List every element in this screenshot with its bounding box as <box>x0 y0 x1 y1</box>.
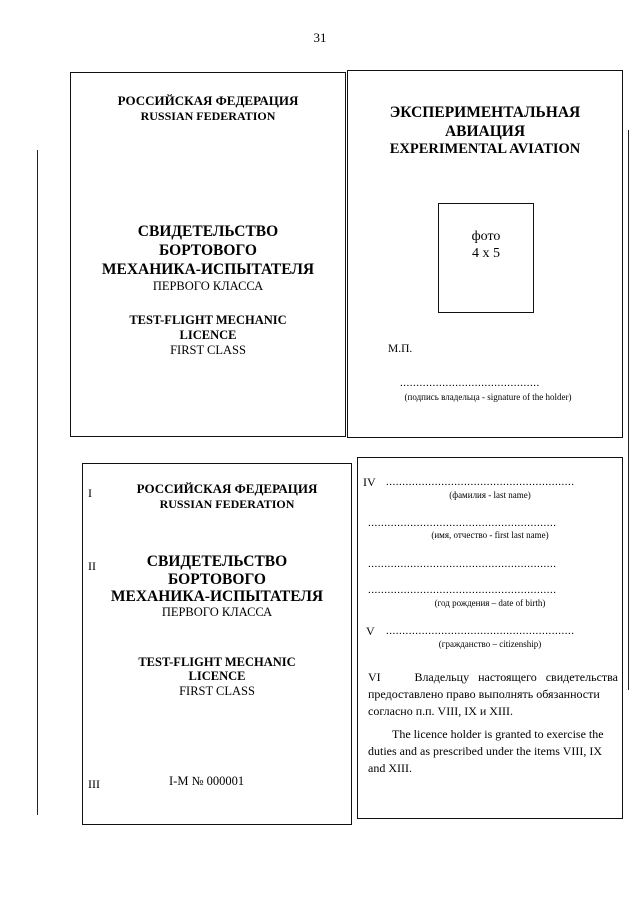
birth-caption: (год рождения – date of birth) <box>434 598 546 608</box>
last-name-line: .......................................................... <box>386 477 575 488</box>
inner-right-panel <box>357 457 623 819</box>
experimental-ru-line2: АВИАЦИЯ <box>444 123 526 140</box>
rights-text-ru <box>368 669 618 720</box>
title-ru-line1: СВИДЕТЕЛЬСТВО <box>137 223 279 240</box>
experimental-ru-line1: ЭКСПЕРИМЕНТАЛЬНАЯ <box>389 104 581 121</box>
rights-ru-line2: предоставлено право выполнять обязанности <box>368 687 600 701</box>
country-en: RUSSIAN FEDERATION <box>140 109 276 123</box>
rights-ru-line3: согласно п.п. VIII, IX и XIII. <box>368 704 513 718</box>
inner-class-ru: ПЕРВОГО КЛАССА <box>161 605 273 619</box>
binding-line-right <box>628 130 629 690</box>
inner-title-en: TEST-FLIGHT MECHANIC <box>138 655 296 669</box>
rights-en-line1: The licence holder is granted to exercise the <box>392 727 604 741</box>
inner-left-panel <box>82 463 352 825</box>
page-number: 31 <box>313 30 327 45</box>
class-ru: ПЕРВОГО КЛАССА <box>152 279 264 293</box>
citizenship-caption: (гражданство – citizenship) <box>438 639 542 649</box>
inner-title-ru-line2: БОРТОВОГО <box>168 571 266 588</box>
cover-left-panel <box>70 72 346 437</box>
roman-6: VI <box>368 670 381 684</box>
inner-licence-en: LICENCE <box>188 669 246 683</box>
signature-caption: (подпись владельца - signature of the holder) <box>404 392 572 402</box>
roman-2: II <box>88 559 96 573</box>
first-name-line: .......................................................... <box>368 518 557 529</box>
last-name-caption: (фамилия - last name) <box>449 490 531 500</box>
first-name-caption: (имя, отчество - first last name) <box>431 530 549 540</box>
roman-5: V <box>366 624 375 638</box>
inner-title-ru-line3: МЕХАНИКА-ИСПЫТАТЕЛЯ <box>110 588 324 605</box>
signature-line: ........................................... <box>400 378 540 389</box>
birth-line: .......................................................... <box>368 585 557 596</box>
rights-text-en <box>368 726 620 777</box>
photo-size: 4 x 5 <box>472 246 500 261</box>
rights-en-line2: duties and as prescribed under the items VIII, IX <box>368 744 603 758</box>
photo-label: фото <box>471 229 501 244</box>
binding-line-left <box>37 150 38 815</box>
class-en: FIRST CLASS <box>170 343 246 357</box>
country-ru: РОССИЙСКАЯ ФЕДЕРАЦИЯ <box>117 93 299 108</box>
experimental-en: EXPERIMENTAL AVIATION <box>389 141 581 157</box>
licence-number: I-M № 000001 <box>169 774 245 788</box>
title-en: TEST-FLIGHT MECHANIC <box>129 313 287 327</box>
rights-ru-line1: Владельцу настоящего свидетельства <box>414 670 618 684</box>
roman-1: I <box>88 486 92 500</box>
photo-box <box>438 203 534 313</box>
title-ru-line3: МЕХАНИКА-ИСПЫТАТЕЛЯ <box>101 261 315 278</box>
inner-country-ru: РОССИЙСКАЯ ФЕДЕРАЦИЯ <box>136 481 318 496</box>
roman-3: III <box>88 777 100 791</box>
stamp-label: М.П. <box>388 343 413 355</box>
cover-right-panel <box>347 70 623 438</box>
title-ru-line2: БОРТОВОГО <box>159 242 257 259</box>
inner-class-en: FIRST CLASS <box>179 684 255 698</box>
rights-en-line3: and XIII. <box>368 761 412 775</box>
inner-country-en: RUSSIAN FEDERATION <box>159 497 295 511</box>
extra-line: .......................................................... <box>368 559 557 570</box>
licence-en: LICENCE <box>179 328 237 342</box>
roman-4: IV <box>363 475 376 489</box>
inner-title-ru-line1: СВИДЕТЕЛЬСТВО <box>146 553 288 570</box>
citizenship-line: .......................................................... <box>386 626 575 637</box>
